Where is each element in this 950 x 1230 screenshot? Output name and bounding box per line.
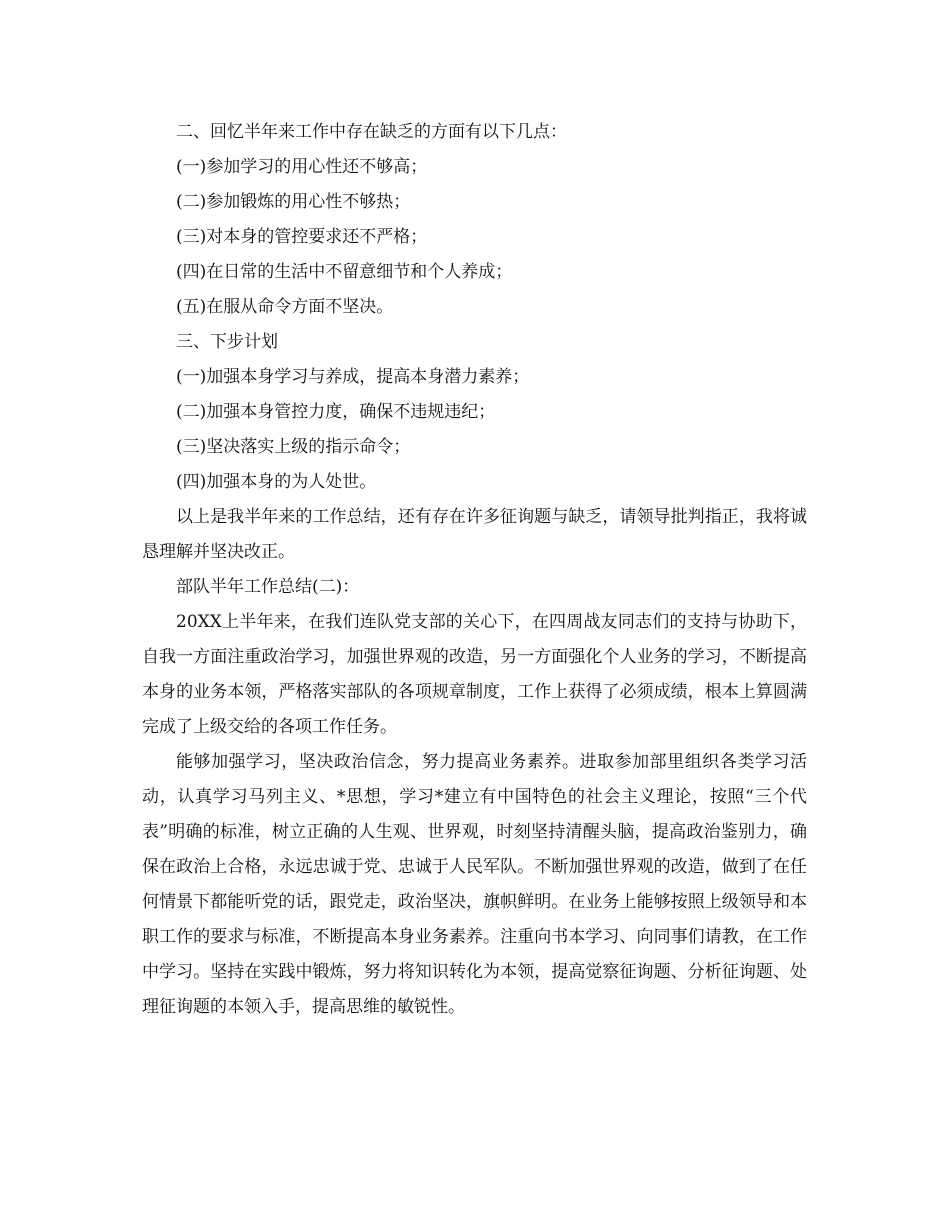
list-item: (四)在日常的生活中不留意细节和个人养成； xyxy=(176,262,513,282)
closing-paragraph: 以上是我半年来的工作总结，还有存在许多征询题与缺乏，请领导批判指正，我将诚恳理解并坚决改正。 xyxy=(142,507,807,562)
list-item: (一)加强本身学习与养成，提高本身潜力素养； xyxy=(176,367,530,387)
body-paragraph: 20XX上半年来，在我们连队党支部的关心下，在四周战友同志们的支持与协助下，自我一方面注重政治学习，加强世界观的改造，另一方面强化个人业务的学习，不断提高本身的业务本领，严格落实部队的各项规章制度，工作上获得了必须成绩，根本上算圆满完成了上级交给的各项工作任务。 xyxy=(142,612,807,737)
body-paragraph: 能够加强学习，坚决政治信念，努力提高业务素养。进取参加部里组织各类学习活动，认真学习马列主义、*思想，学习*建立有中国特色的社会主义理论，按照“三个代表”明确的标准，树立正确的人生观、世界观，时刻坚持清醒头脑，提高政治鉴别力，确保在政治上合格，永远忠诚于党、忠诚于人民军队。不断加强世界观的改造，做到了在任何情景下都能听党的话，跟党走，政治坚决，旗帜鲜明。在业务上能够按照上级领导和本职工作的要求与标准，不断提高本身业务素养。注重向书本学习、向同事们请教，在工作中学习。坚持在实践中锻炼，努力将知识转化为本领，提高觉察征询题、分析征询题、处理征询题的本领入手，提高思维的敏锐性。 xyxy=(142,752,807,1017)
document-body xyxy=(142,115,807,1025)
list-item: (二)参加锻炼的用心性不够热； xyxy=(176,192,411,212)
list-item: (三)坚决落实上级的指示命令； xyxy=(176,437,411,457)
section-heading-shortcomings: 二、回忆半年来工作中存在缺乏的方面有以下几点： xyxy=(176,122,567,142)
list-item: (二)加强本身管控力度，确保不违规违纪； xyxy=(176,402,496,422)
list-item: (五)在服从命令方面不坚决。 xyxy=(176,297,394,317)
list-item: (四)加强本身的为人处世。 xyxy=(176,472,377,492)
section-heading-next-plan: 三、下步计划 xyxy=(176,332,278,352)
list-item: (一)参加学习的用心性还不够高； xyxy=(176,157,428,177)
section-title-part-two: 部队半年工作总结(二)： xyxy=(176,577,360,597)
list-item: (三)对本身的管控要求还不严格； xyxy=(176,227,428,247)
